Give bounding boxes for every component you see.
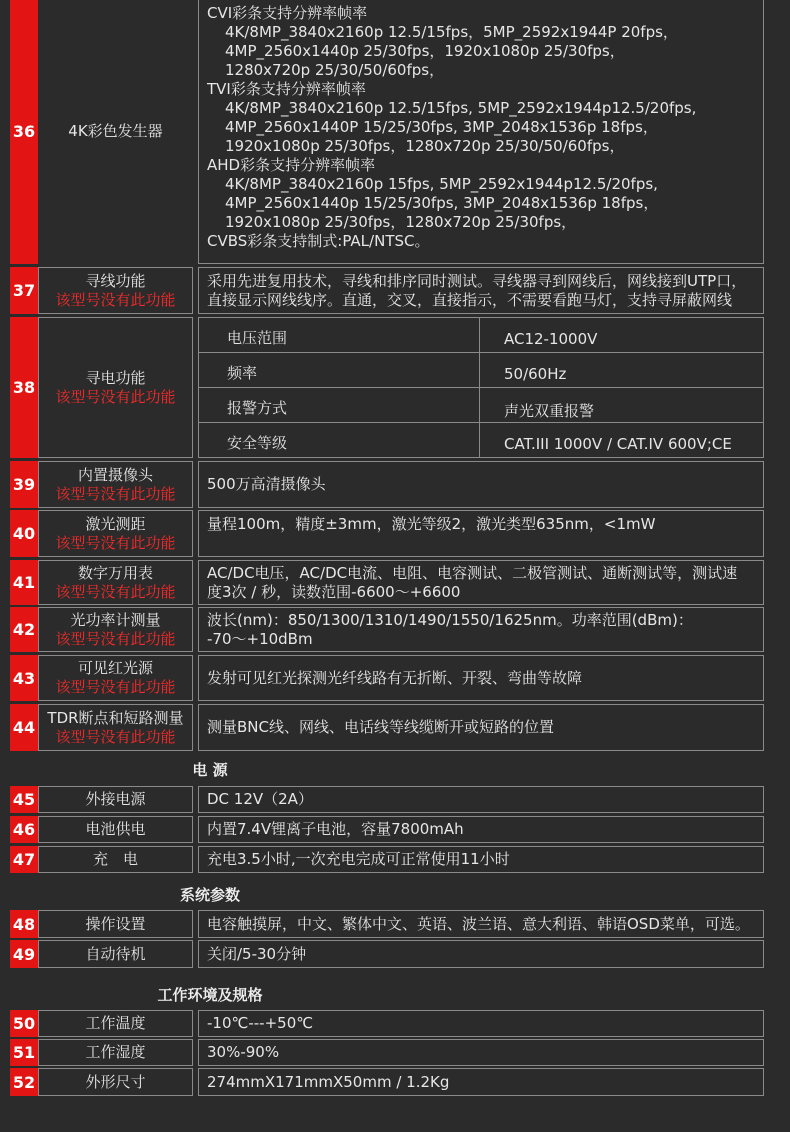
row-name [38,1039,193,1066]
row-number: 44 [10,704,38,751]
desc-line: 4MP_2560x1440p 25/30fps，1920x1080p 25/30fps， [225,42,625,60]
unsupported-note: 该型号没有此功能 [55,387,176,406]
row-description [198,267,764,314]
subtable-value: AC12-1000V [504,330,598,348]
table-row [10,1039,764,1066]
row-number: 36 [10,0,38,264]
row-name-label: 激光测距 [85,514,146,533]
desc-line: TVI彩条支持分辨率帧率 [207,80,366,98]
unsupported-note: 该型号没有此功能 [55,484,176,503]
row-name [38,461,193,508]
desc-line: -70～+10dBm [207,629,313,648]
desc-line: 500万高清摄像头 [207,475,326,493]
desc-line: 测量BNC线、网线、电话线等线缆断开或短路的位置 [207,718,554,736]
section-title-environment: 工作环境及规格 [157,986,263,1004]
desc-line: 量程100m，精度±3mm，激光等级2，激光类型635nm，<1mW [207,515,656,533]
table-row [10,704,764,751]
subtable-key: 频率 [227,364,258,382]
row-name-label: 4K彩色发生器 [68,121,163,140]
row-number: 49 [10,940,38,968]
row-number: 42 [10,607,38,652]
row-name-label: TDR断点和短路测量 [47,708,184,727]
spec-subtable [198,317,764,458]
row-name-label: 工作温度 [85,1014,146,1032]
desc-line: 4K/8MP_3840x2160p 15fps, 5MP_2592x1944p12.5/20fps, [225,175,658,193]
row-name [38,0,193,264]
desc-line: 30%-90% [207,1043,280,1061]
table-row [10,267,764,314]
desc-line: CVI彩条支持分辨率帧率 [207,4,368,22]
subtable-value: 声光双重报警 [504,402,595,420]
row-number: 50 [10,1010,38,1037]
desc-line: AC/DC电压，AC/DC电流、电阻、电容测试、二极管测试、通断测试等，测试速 [207,563,738,582]
row-description [198,1068,764,1096]
unsupported-note: 该型号没有此功能 [55,290,176,309]
row-description [198,1010,764,1037]
desc-line: AHD彩条支持分辨率帧率 [207,156,376,174]
table-row [10,560,764,605]
row-number: 46 [10,816,38,843]
row-description [198,816,764,843]
row-name-label: 操作设置 [85,914,146,933]
row-number: 45 [10,786,38,813]
table-row [10,510,764,557]
row-description [198,846,764,873]
row-name-label: 外接电源 [85,790,146,808]
subtable-key: 安全等级 [227,434,288,452]
row-name-label: 寻线功能 [85,271,146,290]
row-number: 52 [10,1068,38,1096]
unsupported-note: 该型号没有此功能 [55,533,176,552]
subtable-key: 报警方式 [227,399,288,417]
row-name [38,940,193,968]
row-name-label: 外形尺寸 [85,1072,146,1091]
desc-line: 发射可见红光探测光纤线路有无折断、开裂、弯曲等故障 [207,668,583,687]
desc-line: 直接显示网线线序。直通，交叉，直接指示，不需要看跑马灯，支持寻屏蔽网线 [207,290,733,309]
subtable-row [199,388,763,423]
row-name-label: 充 电 [92,850,138,868]
row-number: 37 [10,267,38,314]
row-name [38,1010,193,1037]
row-number: 51 [10,1039,38,1066]
row-name [38,786,193,813]
desc-line: CVBS彩条支持制式:PAL/NTSC。 [207,232,430,250]
row-description [198,1039,764,1066]
table-row [10,910,764,938]
row-description [198,910,764,938]
row-description [198,655,764,701]
desc-line: 1920x1080p 25/30fps，1280x720p 25/30fps， [225,213,577,231]
subtable-value: 50/60Hz [504,365,567,383]
desc-line: 关闭/5-30分钟 [207,944,307,963]
subtable-row [199,353,763,388]
desc-line: 274mmX171mmX50mm / 1.2Kg [207,1072,450,1091]
row-number: 43 [10,655,38,701]
desc-line: 度3次 / 秒，读数范围-6600～+6600 [207,582,461,601]
table-row [10,1068,764,1096]
row-number: 41 [10,560,38,605]
unsupported-note: 该型号没有此功能 [55,727,176,746]
row-number: 40 [10,510,38,557]
subtable-row [199,423,763,458]
row-number: 48 [10,910,38,938]
table-row [10,1010,764,1037]
table-row [10,317,764,458]
desc-line: 4MP_2560x1440P 15/25/30fps, 3MP_2048x1536p 18fps， [225,118,658,136]
table-row [10,786,764,813]
row-name-label: 可见红光源 [77,659,153,677]
row-name [38,560,193,605]
desc-line: 1920x1080p 25/30fps，1280x720p 25/30/50/60fps， [225,137,625,155]
row-name-label: 光功率计测量 [70,610,161,629]
row-description [198,560,764,605]
row-name [38,910,193,938]
row-name-label: 自动待机 [85,944,146,963]
table-row [10,461,764,508]
table-row [10,655,764,701]
unsupported-note: 该型号没有此功能 [55,678,176,696]
unsupported-note: 该型号没有此功能 [55,582,176,601]
table-row [10,940,764,968]
row-name-label: 寻电功能 [85,368,146,387]
row-name-label: 内置摄像头 [77,465,153,484]
desc-line: 4MP_2560x1440p 15/25/30fps, 3MP_2048x1536p 18fps， [225,194,659,212]
row-number: 38 [10,317,38,458]
row-description [198,940,764,968]
desc-line: DC 12V（2A） [207,790,313,808]
row-description [198,0,764,264]
desc-line: -10℃---+50℃ [207,1014,314,1032]
row-name [38,267,193,314]
table-row [10,607,764,652]
unsupported-note: 该型号没有此功能 [55,629,176,648]
row-description [198,607,764,652]
table-row [10,816,764,843]
table-row [10,0,764,264]
row-number: 39 [10,461,38,508]
row-name [38,846,193,873]
table-row [10,846,764,873]
desc-line: 4K/8MP_3840x2160p 12.5/15fps，5MP_2592x1944P 20fps， [225,23,678,41]
row-description [198,461,764,508]
row-name-label: 工作湿度 [85,1043,146,1061]
row-name [38,816,193,843]
row-name [38,704,193,751]
row-description [198,786,764,813]
row-name [38,317,193,458]
desc-line: 采用先进复用技术，寻线和排序同时测试。寻线器寻到网线后，网线接到UTP口， [207,271,747,290]
row-name [38,655,193,701]
row-description [198,510,764,557]
section-title-power: 电 源 [192,761,228,779]
subtable-row [199,318,763,353]
row-number: 47 [10,846,38,873]
subtable-value: CAT.III 1000V / CAT.IV 600V;CE [504,435,732,453]
desc-line: 4K/8MP_3840x2160p 12.5/15fps, 5MP_2592x1944p12.5/20fps, [225,99,697,117]
row-name [38,510,193,557]
section-title-system: 系统参数 [179,886,240,904]
row-name [38,1068,193,1096]
desc-line: 充电3.5小时,一次充电完成可正常使用11小时 [207,850,510,868]
desc-line: 1280x720p 25/30/50/60fps， [225,61,445,79]
row-description [198,704,764,751]
desc-line: 内置7.4V锂离子电池，容量7800mAh [207,820,464,838]
desc-line: 电容触摸屏，中文、繁体中文、英语、波兰语、意大利语、韩语OSD菜单，可选。 [207,914,750,933]
row-name-label: 电池供电 [85,820,146,838]
subtable-key: 电压范围 [227,329,288,347]
row-name-label: 数字万用表 [77,563,153,582]
desc-line: 波长(nm)：850/1300/1310/1490/1550/1625nm。功率范围(dBm)： [207,610,693,629]
row-name [38,607,193,652]
